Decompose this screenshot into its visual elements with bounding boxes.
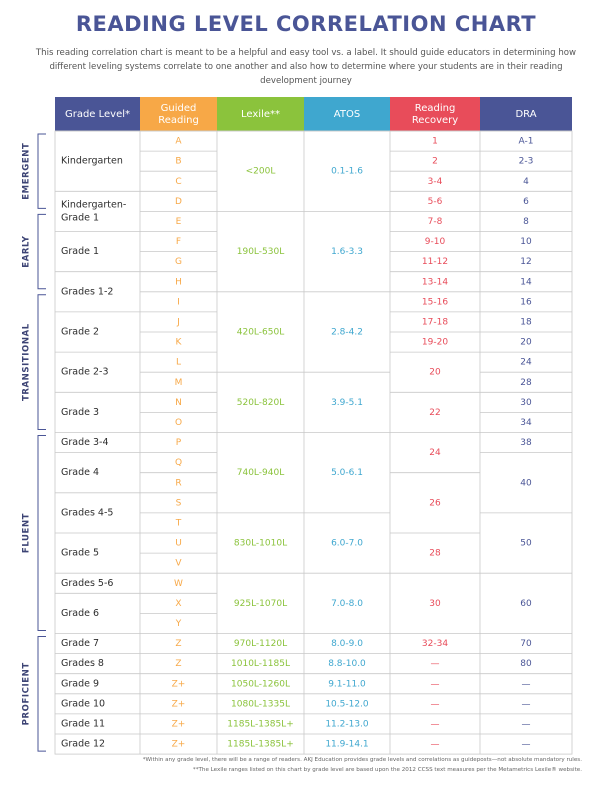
lexile-cell-3: 520L-820L [236,397,285,408]
guided-reading-cell-4: E [175,216,182,227]
reading-recovery-cell-20: — [430,699,440,710]
reading-recovery-cell-9: 17-18 [421,317,449,328]
grade-cell-15: Grade 9 [61,678,100,690]
guided-reading-cell-16: Q [174,458,183,469]
header-dra-label: DRA [515,109,537,120]
grade-cell-10: Grade 5 [61,547,100,559]
stage-bracket [38,134,46,208]
guided-reading-cell-5: F [175,237,182,248]
dra-cell-23: — [521,719,531,730]
grade-cell-17: Grade 11 [61,718,106,730]
guided-reading-cell-25: Z [175,639,182,650]
lexile-cell-12: 1185L-1385L+ [227,739,294,750]
dra-cell-13: 30 [520,397,532,408]
guided-reading-cell-15: P [175,438,182,449]
dra-cell-9: 18 [520,317,532,328]
reading-recovery-cell-1: 2 [432,156,438,167]
guided-reading-cell-11: L [175,357,182,368]
lexile-cell-0: <200L [245,166,276,177]
lexile-cell-10: 1080L-1335L [231,699,290,710]
atos-cell-3: 3.9-5.1 [331,397,363,408]
dra-cell-5: 10 [520,237,532,248]
atos-cell-4: 5.0-6.1 [331,468,363,479]
stage-bracket [38,214,46,288]
atos-cell-6: 7.0-8.0 [331,598,363,609]
grade-cell-7: Grade 3-4 [61,437,109,449]
dra-cell-1: 2-3 [518,156,534,167]
reading-recovery-cell-19: — [430,679,440,690]
reading-recovery-cell-22: — [430,739,440,750]
guided-reading-cell-1: B [175,156,182,167]
dra-cell-8: 16 [520,297,532,308]
reading-recovery-cell-4: 7-8 [427,216,443,227]
reading-recovery-cell-21: — [430,719,440,730]
header-guided-label-line-1: Reading [158,115,199,126]
atos-cell-10: 10.5-12.0 [325,699,369,710]
guided-reading-cell-12: M [174,377,183,388]
guided-reading-cell-13: N [175,397,182,408]
guided-reading-cell-19: T [175,518,182,529]
dra-cell-17: 50 [520,538,532,549]
atos-cell-8: 8.8-10.0 [328,659,366,670]
dra-cell-19: 70 [520,639,532,650]
dra-cell-11: 24 [520,357,532,368]
lexile-cell-1: 190L-530L [236,247,285,258]
table-frame [55,131,572,754]
guided-reading-cell-22: W [174,578,183,589]
reading-recovery-cell-8: 15-16 [421,297,449,308]
header-grade-label: Grade Level* [64,109,131,120]
guided-reading-cell-2: C [175,176,182,187]
reading-recovery-cell-13: 24 [429,448,441,459]
stage-label-transitional: TRANSITIONAL [21,323,32,402]
guided-reading-cell-24: Y [175,618,182,629]
guided-reading-cell-9: J [177,317,180,328]
dra-cell-18: 60 [520,598,532,609]
grade-cell-9: Grades 4-5 [61,507,114,519]
lexile-cell-6: 925L-1070L [233,598,288,609]
guided-reading-cell-3: D [175,196,182,207]
dra-cell-7: 14 [520,277,532,288]
reading-recovery-cell-3: 5-6 [427,196,443,207]
stage-label-early: EARLY [21,235,32,268]
reading-recovery-cell-0: 1 [432,136,438,147]
dra-cell-2: 4 [523,176,529,187]
guided-reading-cell-6: G [175,257,182,268]
reading-recovery-cell-5: 9-10 [424,237,446,248]
grade-cell-11: Grades 5-6 [61,577,114,589]
reading-recovery-cell-2: 3-4 [427,176,443,187]
guided-reading-cell-28: Z+ [171,699,186,710]
footnote-2: **The Lexile ranges listed on this chart by grade level are based upon the 2012 CCSS text measures per the Metametrics Lexile® website. [192,767,582,773]
grade-cell-18: Grade 12 [61,738,106,750]
atos-cell-11: 11.2-13.0 [325,719,369,730]
stage-label-fluent: FLUENT [21,512,32,554]
grade-cell-1-line-1: Grade 1 [61,212,100,224]
guided-reading-cell-23: X [175,598,182,609]
guided-reading-cell-26: Z [175,659,182,670]
guided-reading-cell-10: K [175,337,182,348]
grade-cell-6: Grade 3 [61,406,100,418]
dra-cell-6: 12 [520,257,532,268]
guided-reading-cell-27: Z+ [171,679,186,690]
lexile-cell-8: 1010L-1185L [231,659,290,670]
dra-cell-0: A-1 [518,136,534,147]
lexile-cell-4: 740L-940L [236,468,285,479]
reading-recovery-cell-14: 26 [429,498,441,509]
dra-cell-24: — [521,739,531,750]
page-title: READING LEVEL CORRELATION CHART [75,12,537,36]
guided-reading-cell-0: A [175,136,182,147]
header-lexile-label: Lexile** [241,109,280,120]
atos-cell-9: 9.1-11.0 [328,679,366,690]
header-guided-label-line-0: Guided [160,103,197,114]
stage-bracket [38,637,46,752]
footnote-1: *Within any grade level, there will be a range of readers. AKJ Education provides grade levels and correlations as guideposts—not absolute mandatory rules. [142,757,582,763]
atos-cell-1: 1.6-3.3 [331,247,363,258]
reading-recovery-cell-18: — [430,659,440,670]
reading-recovery-cell-7: 13-14 [421,277,449,288]
reading-recovery-cell-17: 32-34 [421,639,449,650]
atos-cell-12: 11.9-14.1 [325,739,369,750]
dra-cell-12: 28 [520,377,532,388]
atos-cell-5: 6.0-7.0 [331,538,363,549]
lexile-cell-7: 970L-1120L [233,639,288,650]
guided-reading-cell-17: R [175,478,182,489]
dra-cell-4: 8 [523,216,529,227]
grade-cell-3: Grades 1-2 [61,286,114,298]
lexile-cell-9: 1050L-1260L [231,679,290,690]
grade-cell-1-line-0: Kindergarten- [61,199,127,211]
guided-reading-cell-21: V [175,558,182,569]
lexile-cell-2: 420L-650L [236,327,285,338]
atos-cell-7: 8.0-9.0 [331,639,363,650]
reading-recovery-cell-12: 22 [429,407,441,418]
dra-cell-10: 20 [520,337,532,348]
reading-recovery-cell-11: 20 [429,367,441,378]
header-rr-label-line-0: Reading [414,103,456,114]
stage-bracket [38,436,46,631]
atos-cell-0: 0.1-1.6 [331,166,363,177]
dra-cell-22: — [521,699,531,710]
stage-bracket [38,295,46,430]
grade-cell-2: Grade 1 [61,246,100,258]
dra-cell-14: 34 [520,417,532,428]
grade-cell-12: Grade 6 [61,607,100,619]
page-subtitle: This reading correlation chart is meant to be a helpful and easy tool vs. a label. It should guide educators in determining how different leveling systems correlate to one another and also how to determine where your students are in their reading development journey [35,48,577,86]
atos-cell-2: 2.8-4.2 [331,327,363,338]
grade-cell-0: Kindergarten [61,155,123,167]
guided-reading-cell-30: Z+ [171,739,186,750]
header-atos-label: ATOS [333,109,361,120]
dra-cell-3: 6 [523,196,529,207]
guided-reading-cell-18: S [175,498,182,509]
lexile-cell-11: 1185L-1385L+ [227,719,294,730]
guided-reading-cell-7: H [175,277,182,288]
grade-cell-8: Grade 4 [61,467,100,479]
reading-recovery-cell-6: 11-12 [421,257,449,268]
dra-cell-21: — [521,679,531,690]
dra-cell-20: 80 [520,659,532,670]
reading-recovery-cell-10: 19-20 [421,337,449,348]
header-rr-label-line-1: Recovery [411,115,459,126]
guided-reading-cell-14: O [174,417,183,428]
grade-cell-13: Grade 7 [61,638,100,650]
reading-recovery-cell-16: 30 [429,598,441,609]
guided-reading-cell-29: Z+ [171,719,186,730]
stage-label-proficient: PROFICIENT [21,662,32,726]
grade-cell-5: Grade 2-3 [61,366,109,378]
grade-cell-16: Grade 10 [61,698,106,710]
dra-cell-15: 38 [520,438,532,449]
grade-cell-14: Grades 8 [61,658,104,670]
grade-cell-4: Grade 2 [61,326,100,338]
guided-reading-cell-8: I [177,297,180,308]
dra-cell-16: 40 [520,478,532,489]
stage-label-emergent: EMERGENT [21,142,32,200]
lexile-cell-5: 830L-1010L [233,538,288,549]
reading-recovery-cell-15: 28 [429,548,441,559]
guided-reading-cell-20: U [175,538,182,549]
